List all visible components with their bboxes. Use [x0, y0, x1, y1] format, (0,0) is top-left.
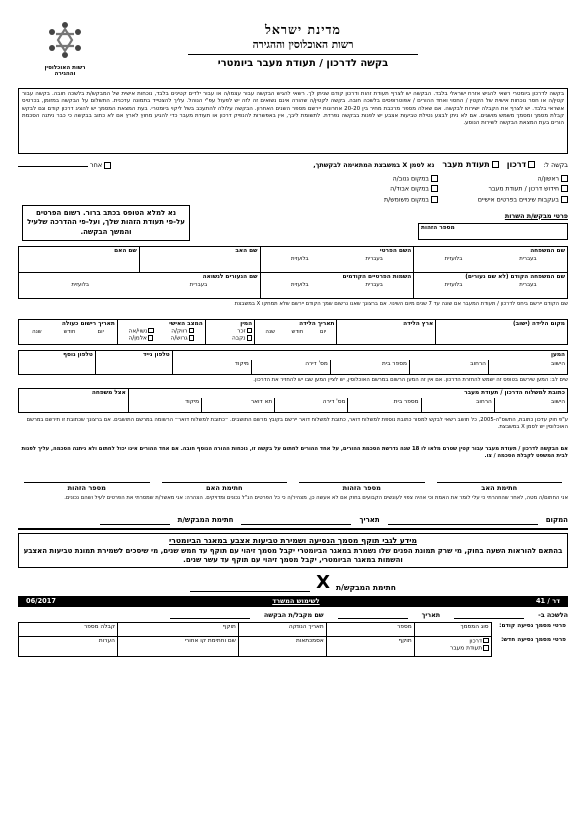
birth-place-label: מקום הלידה (ישוב)	[512, 320, 565, 327]
day-label: יום	[319, 328, 327, 335]
clerk-label: שם מקבל/ת הבקשה	[263, 610, 324, 619]
passport-option-label: דרכון	[506, 160, 527, 169]
mailing-note: שים לב: המען שירשם בטופס זה ישמש להחזרת הדרכון. אם אין זה המען הרשום במרשם האוכלוסין, יש לציין המען שבו יש להחזיר את הדרכון.	[253, 376, 568, 383]
biometric-info-title: מידע לגבי תוקף מסמך הנסיעה ושמירת טביעות אצבע במאגר הביומטרי	[169, 535, 417, 545]
zip-label: מיקוד	[234, 361, 249, 368]
mark-note: נא לסמן X במשבצת המתאימה לבקשתך,	[313, 161, 435, 169]
form-number: דר / 41	[535, 597, 560, 606]
receipt-label: קבלה מספר	[83, 623, 115, 630]
mother-id-field[interactable]: מספר הזהות	[24, 482, 150, 492]
authority-name: רשות האוכלוסין וההגירה	[188, 39, 418, 55]
father-signature-field[interactable]: חתימת האב	[437, 482, 563, 492]
contact-table	[18, 350, 568, 375]
aliya-date-label: תאריך רישום כעולה	[61, 320, 115, 327]
month-label: חודש	[63, 328, 76, 335]
reason-checkbox[interactable]	[561, 196, 568, 203]
id-number-table	[418, 223, 568, 240]
mailing-header	[128, 388, 567, 398]
fee-label: שם וחתימת קו אחורי	[184, 637, 236, 644]
mail-zip-label: מיקוד	[184, 399, 200, 406]
applicant-sig-label: חתימת המבקש/ת	[177, 516, 234, 525]
form-header	[18, 14, 568, 88]
birth-date-label: תאריך הלידה	[299, 320, 335, 327]
birth-place-field[interactable]	[436, 319, 568, 344]
mother-signature-field[interactable]: חתימת האם	[162, 482, 288, 492]
new-travel-doc-checkbox[interactable]	[483, 645, 489, 651]
legal-declaration: אני החתום/ה מטה, לאחר שהוזהרתי כי עלי לומר את האמת וכי אהיה צפוי לעונשים הקבועים בחוק אם לא אעשה כן, מצהיר/ה כי כל הפרטים הנ"ל נכונים ומדויקים. הצהרה: אני מאשר/ת שמסרתי את הפרטים לעיל ושהם נכונים.	[64, 494, 568, 501]
reason-checkbox[interactable]	[561, 185, 568, 192]
parent-signatures	[18, 482, 568, 492]
clerk-input[interactable]	[170, 611, 250, 619]
widowed-checkbox[interactable]	[148, 335, 154, 341]
form-date: 06/2017	[26, 597, 56, 606]
single-checkbox[interactable]	[189, 328, 195, 334]
serial-field[interactable]	[238, 636, 326, 656]
reason-checkbox[interactable]	[431, 196, 438, 203]
sex-field	[205, 319, 254, 344]
office-use-title: לשימוש המשרד	[272, 597, 320, 606]
other-label: אחר	[90, 161, 103, 169]
birth-country-label: ארץ הלידה	[403, 320, 434, 327]
hebrew-label: בעברית	[519, 255, 537, 262]
zip-field[interactable]	[172, 360, 251, 374]
mother-name-field[interactable]	[19, 246, 140, 272]
latin-label: בלועזית	[291, 281, 309, 288]
mail-town-label: הישוב	[550, 399, 565, 406]
prev-first-names-field[interactable]	[260, 272, 414, 298]
mail-pobox-field[interactable]	[202, 398, 275, 412]
marital-status-field	[117, 319, 205, 344]
new-passport-label: דרכון	[469, 638, 483, 645]
service-section	[278, 212, 568, 240]
sex-label: המין	[240, 320, 253, 327]
logo-emblem-icon	[45, 20, 85, 60]
office-use-strip	[18, 596, 568, 607]
divorced-checkbox[interactable]	[189, 335, 195, 341]
biometric-sig-label: חתימת המבקש/ת	[336, 582, 396, 592]
house-no-field[interactable]	[330, 360, 409, 374]
year-label: שנה	[32, 328, 42, 335]
expiry-field[interactable]	[117, 622, 238, 636]
biometric-info-text: בהתאם להוראות השעה בחוק, מי שרק תמונת הפנים שלו נשמרת במאגר הביומטרי יקבל מסמך זיהוי עם תוקף עד חמש שנים, מי שיסכים לשמירת תמונת טביעות האצבע והשמות במאגר הביומטרי, יקבל מסמך זיהוי עם תוקף עד עשר שנים.	[23, 547, 563, 565]
authority-logo	[36, 20, 94, 78]
receipt-field[interactable]	[19, 622, 118, 636]
serial-label: אסמכתאות	[296, 637, 324, 644]
other-checkbox[interactable]	[104, 162, 111, 169]
mail-town-field[interactable]	[494, 398, 567, 412]
biometric-sig-input[interactable]	[190, 582, 310, 592]
apt-no-field[interactable]	[251, 360, 330, 374]
mail-apt-field[interactable]	[275, 398, 348, 412]
male-checkbox[interactable]	[247, 328, 253, 334]
mail-street-field[interactable]	[421, 398, 494, 412]
mail-pobox-label: תא דואר	[250, 399, 273, 406]
id-number-label: מספר הזהות	[421, 224, 455, 231]
address-header	[172, 350, 567, 360]
apt-no-label: מס' דירה	[305, 361, 328, 368]
valid-until-label: תוקף	[398, 637, 412, 644]
birth-table	[18, 319, 568, 345]
marital-status-label: המצב האישי	[169, 320, 203, 327]
doc-type-label: סוג המסמך	[460, 623, 489, 630]
divider	[18, 528, 568, 530]
service-section-title: פרטי מבקש/ת השרות	[504, 211, 568, 220]
latin-label: בלועזית	[444, 255, 463, 262]
request-label: בקשה ל:	[543, 161, 568, 169]
first-name-field[interactable]	[260, 246, 414, 272]
town-label: הישוב	[550, 361, 565, 368]
reason-option: במקום גנוב/ה	[392, 175, 429, 183]
expiry-label: תוקף	[222, 623, 236, 630]
mailing-family-field[interactable]	[19, 388, 129, 412]
place-label: המקום	[545, 516, 568, 525]
maiden-name-field[interactable]	[19, 272, 261, 298]
fill-clearly-note: נא למלא הטופס בכתב ברור. רשום הפרטים על-פי תעודת הזהות שלך, ועל-פי ההדרכה שלעיל והמשך הבקשה.	[22, 205, 190, 241]
mail-apt-label: מס' דירה	[322, 399, 346, 406]
office-meta-row	[18, 611, 568, 619]
hebrew-label: בעברית	[365, 255, 383, 262]
hebrew-label: בעברית	[519, 281, 537, 288]
doc-number-label: מספר	[397, 623, 412, 630]
address-label: המען	[550, 351, 565, 358]
notes-field[interactable]	[19, 636, 118, 656]
latin-label: בלועזית	[71, 281, 90, 288]
aliya-date-field[interactable]	[19, 319, 118, 344]
minor-consent-text: אם הבקשה לדרכון / תעודת מעבר עבור קטין שטרם מלאו לו 18 שנה נדרשת הסכמת ההורים, על אחד ההורים לחתום על בקשה זו, נוכחות ההורה הנוסף חובה. אם אחד ההורים אינו יכול לחתום ולא ניתנה הסכמה, עליך לפנות לבית המשפט לקבלת הסכמה / צו.	[21, 445, 568, 459]
reason-checkbox[interactable]	[561, 175, 568, 182]
male-label: זכר	[237, 328, 246, 335]
office-date-label: תאריך	[421, 610, 441, 619]
prev-name-note: שם הקודם יירשם ביחס לדרכון / תעודת המעבר אם שונה עד 7 שנים מיום השינוי. אם ברצונך שאנו נרשום שמך הקודם יירשם שלא תמחקו X במשבצת	[234, 300, 568, 307]
town-field[interactable]	[488, 360, 567, 374]
request-type-row	[18, 160, 568, 170]
new-travel-doc-label: תעודת מעבר	[450, 645, 483, 652]
mail-street-label: הרחוב	[476, 399, 492, 406]
date-input[interactable]	[241, 515, 351, 525]
address-declaration: ע"פ חוק עדכון כתובת, התשס"ה-2005, כל תושב רשאי לבקש למסור כתובת נוספת למשלוח דואר, כתובת למשלוח דואר יירשם בקובץ מרשם התושבים. ״כתובת למשלוח דואר״ הרשומה במרשם התושבים. אם ברצונך שכתובת זו תירשם במרשם האוכלוסין יש לסמן X במשבצת.	[26, 416, 568, 430]
office-table	[18, 622, 568, 657]
reasons-grid	[18, 175, 568, 204]
new-passport-checkbox[interactable]	[483, 638, 489, 644]
mailing-title: כתובת למשלוח הדרכון / תעודת מעבר	[464, 389, 565, 396]
day-label: יום	[97, 328, 104, 335]
married-label: נשוי/אה	[128, 328, 148, 335]
married-checkbox[interactable]	[148, 328, 154, 334]
family-name-field[interactable]	[414, 246, 568, 272]
hebrew-label: בעברית	[189, 281, 208, 288]
travel-doc-checkbox[interactable]	[492, 161, 499, 168]
travel-doc-option-label: תעודת מעבר	[442, 160, 490, 169]
reason-option: במקום אבוד/ה	[390, 185, 429, 193]
form-title: בקשה לדרכון / תעודת מעבר ביומטרי	[217, 57, 389, 69]
notes-label: הערות	[98, 637, 115, 644]
extra-phone-label: טלפון נוסף	[63, 351, 93, 358]
street-field[interactable]	[409, 360, 488, 374]
header-text	[118, 22, 488, 70]
extra-phone-field[interactable]	[19, 350, 96, 374]
widowed-label: אלמן/ה	[128, 335, 147, 342]
latin-label: בלועזית	[444, 281, 463, 288]
father-name-label: שם האב	[235, 247, 258, 254]
office-date-input[interactable]	[338, 611, 408, 619]
doc-number-field[interactable]	[326, 622, 414, 636]
date-label: תאריך	[359, 516, 380, 525]
divorced-label: גרוש/ה	[170, 335, 188, 342]
new-doc-type-field	[414, 636, 491, 656]
birth-date-field[interactable]	[255, 319, 337, 344]
mailing-family-label: אצל משפחה	[91, 389, 126, 396]
id-number-field[interactable]	[419, 223, 568, 239]
birth-country-field[interactable]	[337, 319, 436, 344]
biometric-info-box	[18, 533, 568, 568]
father-name-field[interactable]	[139, 246, 260, 272]
single-label: רווק/ה	[171, 328, 188, 335]
reason-option: בעקבות שינויים בפרטים אישיים	[477, 196, 559, 203]
prev-first-names-label: השמות הפרטיים הקודמים	[342, 273, 412, 280]
mail-zip-field[interactable]	[128, 398, 201, 412]
new-doc-label: פרטי מסמך נסיעה חדש:	[501, 637, 566, 644]
sign-here-x: X	[316, 571, 331, 593]
footer-sign-row	[18, 515, 568, 525]
submitted-at-label: הלשכה ב-	[538, 610, 568, 619]
logo-text: רשות האוכלוסין וההגירה	[44, 64, 86, 78]
house-no-label: מספר בית	[382, 361, 407, 368]
mail-house-label: מספר בית	[393, 399, 419, 406]
issue-date-field[interactable]	[238, 622, 326, 636]
names-table	[18, 246, 568, 299]
prev-family-name-field[interactable]	[414, 272, 568, 298]
mobile-label: טלפון נייד	[143, 351, 170, 358]
mailing-table	[18, 388, 568, 413]
father-id-field[interactable]: מספר הזהות	[299, 482, 425, 492]
maiden-name-label: שם הנעורים לנשואה	[202, 273, 258, 280]
place-input[interactable]	[388, 515, 538, 525]
passport-checkbox[interactable]	[528, 161, 535, 168]
reason-checkbox[interactable]	[431, 185, 438, 192]
reason-option: במקום משומש/ת	[384, 196, 429, 203]
female-checkbox[interactable]	[247, 335, 253, 341]
first-name-label: השם הפרטי	[379, 247, 412, 254]
month-label: חודש	[291, 328, 304, 335]
street-label: הרחוב	[470, 361, 486, 368]
prev-family-name-label: שם המשפחה הקודם (לא שם נעורים)	[465, 273, 565, 280]
fee-field[interactable]	[117, 636, 238, 656]
family-name-label: שם המשפחה	[530, 247, 565, 254]
mail-house-field[interactable]	[348, 398, 421, 412]
submitted-at-input[interactable]	[454, 611, 524, 619]
reason-option: חידוש דרכון / תעודת מעבר	[488, 185, 559, 193]
prev-doc-label: פרטי מסמך נסיעה קודם:	[499, 623, 566, 630]
intro-instructions: בקשה לדרכון ביומטרי רשאי להגיש אזרח ישראלי בלבד. הבקשה יש לצרף תעודת זהות ודרכון קודם שניתן לך. רשאי להגיש הבקשה עבור עצמו/ה או עבור ילדים קטינים בלבד, נוכחות אישית של המבקש/ת בלשכה חובה. בקשה עבור קטין/ה או חסר נוכחות אישית של הקטין / החסוי ואחד ההורים / אפוטרופסים בלשכה חובה. בקשה לקטין/ה שהורה אינם נשואים זה לזה יש לפעול עפ"י הנוהל. עליך להצטייד בתמונה עדכנית. התשלום על הבקשה במזומן, בכרטיס אשראי בלבד. יש לצרף את הקבלה ישירות לבקשה. אם שאלה מספר מרכבת מחיר בין 20-20 אחרונות יירשם מספר השנים האחרון. הבקשה עלולה להתעכב בשל ליקוי ביומטרי. בעת המצאת המסמך יש להציג דרכון קודם וגם לבקש קבלת מסמך ומסמך משמש מושגים. אם לא ניתן לבצע נטילת טביעות אצבע יש לפנות בבקשה נפרדת. לתשומת ליבך, אין באפשרות להנפיק דרכון או תעודת מעבר כדי להגיע מחוץ לארץ אם לא כתוב בבקשה כי כבר ניתנה הסכמת הורים בעת המצאת הבקשה לשירות הנוסע.	[18, 88, 568, 154]
state-name: מדינת ישראל	[265, 22, 341, 37]
hebrew-label: בעברית	[365, 281, 383, 288]
doc-type-field[interactable]	[414, 622, 491, 636]
mother-name-label: שם האם	[114, 247, 137, 254]
other-input[interactable]	[18, 166, 88, 167]
mobile-field[interactable]	[95, 350, 172, 374]
reason-option: ראשון/ה	[537, 175, 559, 183]
valid-until-field[interactable]	[326, 636, 414, 656]
biometric-sign-row	[18, 571, 568, 593]
year-label: שנה	[265, 328, 275, 335]
latin-label: בלועזית	[291, 255, 309, 262]
female-label: נקבה	[232, 335, 246, 342]
reason-checkbox[interactable]	[431, 175, 438, 182]
issue-date-label: תאריך הנפקה	[288, 623, 324, 630]
applicant-sig-input[interactable]	[100, 515, 170, 525]
